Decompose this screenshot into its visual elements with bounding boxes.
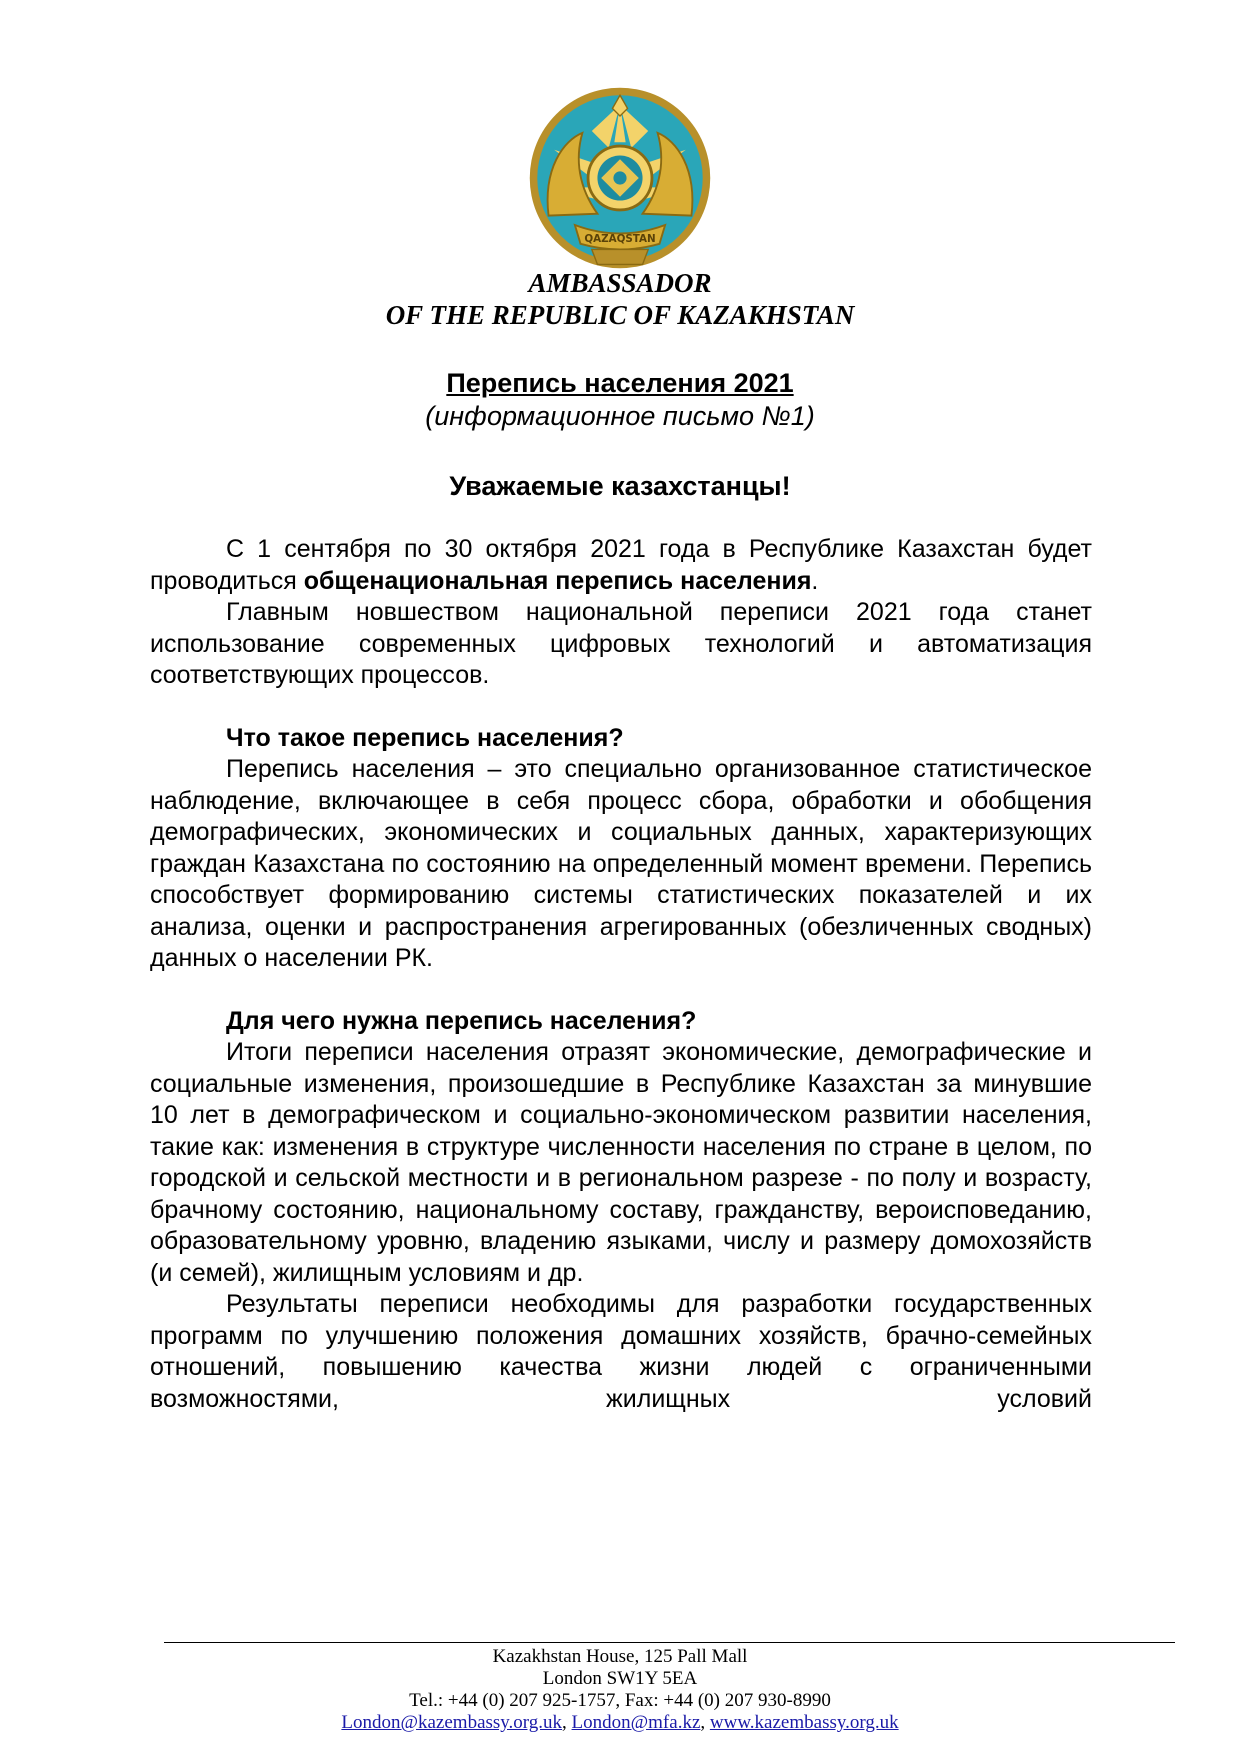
intro-text: С 1 сентября по 30 октября 2021 года в Республике Казахстан будет проводиться xyxy=(150,535,1092,595)
letter-body xyxy=(150,534,1092,1415)
footer-divider xyxy=(164,1642,1175,1643)
footer-links xyxy=(0,1712,1240,1734)
page-subtitle: (информационное письмо №1) xyxy=(425,401,815,431)
intro-bold: общенациональная перепись населения xyxy=(303,566,812,595)
paragraph-intro xyxy=(150,534,1092,597)
email-link-mfa[interactable]: London@mfa.kz xyxy=(571,1712,701,1733)
footer-sep: , xyxy=(700,1712,710,1733)
footer-sep: , xyxy=(562,1712,572,1733)
intro-end: . xyxy=(811,566,819,595)
footer-address-line2: London SW1Y 5EA xyxy=(542,1668,698,1689)
footer xyxy=(0,1646,1240,1734)
website-link[interactable]: www.kazembassy.org.uk xyxy=(709,1712,899,1733)
paragraph-results: Итоги переписи населения отразят экономические, демографические и социальные изменения, произошедшие в Республике Казахстан за минувшие 10 лет в демографическом и социально-экономическом развитии населения, такие как: изменения в структуре численности населения по стране в целом, по городской и сельской местности и в региональном разрезе - по полу и возрасту, брачному состоянию, национальному составу, гражданству, вероисповеданию, образовательному уровню, владению языками, числу и размеру домохозяйств (и семей), жилищным условиям и др. xyxy=(150,1038,1092,1287)
state-emblem-icon xyxy=(526,84,714,272)
paragraph-definition: Перепись населения – это специально организованное статистическое наблюдение, включающее в себя процесс сбора, обработки и обобщения демографических, экономических и социальных данных, характеризующих граждан Казахстана по состоянию на определенный момент времени. Перепись способствует формированию системы статистических показателей и их анализа, оценки и распространения агрегированных (обезличенных сводных) данных о населении РК. xyxy=(150,755,1092,972)
heading-what-is-census: Что такое перепись населения? xyxy=(226,723,624,752)
page-title: Перепись населения 2021 xyxy=(446,368,794,398)
header-republic: OF THE REPUBLIC OF KAZAKHSTAN xyxy=(385,300,855,330)
footer-address-line1: Kazakhstan House, 125 Pall Mall xyxy=(492,1646,748,1667)
header-ambassador: AMBASSADOR xyxy=(528,268,712,298)
paragraph-innovation: Главным новшеством национальной переписи 2021 года станет использование современных цифровых технологий и автоматизация соответствующих процессов. xyxy=(150,598,1092,689)
greeting: Уважаемые казахстанцы! xyxy=(449,471,791,501)
heading-why-census: Для чего нужна перепись населения? xyxy=(226,1006,697,1035)
paragraph-programs: Результаты переписи необходимы для разработки государственных программ по улучшению положения домашних хозяйств, брачно-семейных отношений, повышению качества жизни людей с ограниченными возможностями, жилищных условий xyxy=(150,1290,1092,1413)
email-link-kazembassy[interactable]: London@kazembassy.org.uk xyxy=(341,1712,563,1733)
emblem-caption: QAZAQSTAN xyxy=(584,232,656,245)
footer-phone: Tel.: +44 (0) 207 925-1757, Fax: +44 (0) 207 930-8990 xyxy=(409,1690,831,1711)
